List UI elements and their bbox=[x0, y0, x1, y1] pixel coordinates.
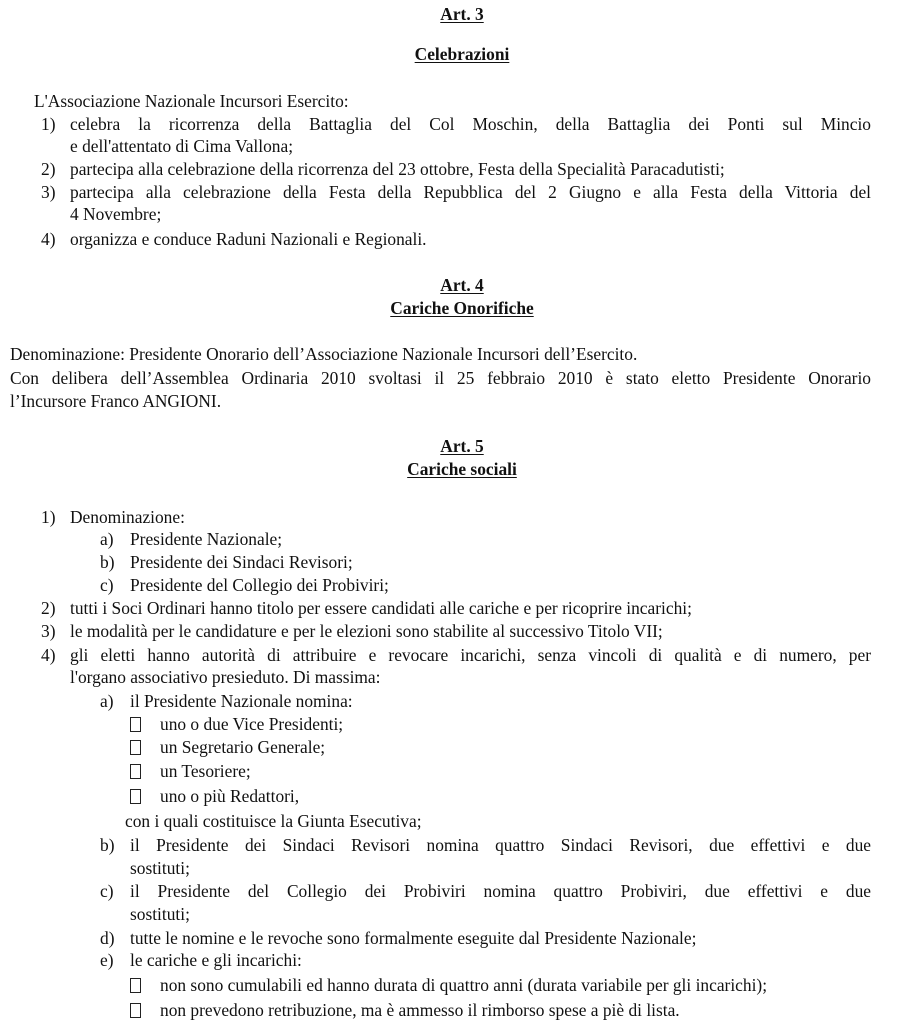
art5-item4b-line2: sostituti; bbox=[130, 858, 190, 878]
checkbox-bullet-icon bbox=[130, 1001, 141, 1024]
art5-item4b-marker: b) bbox=[100, 835, 115, 855]
art4-paragraph1: Denominazione: Presidente Onorario dell’Associazione Nazionale Incursori dell’Esercito. bbox=[10, 344, 638, 364]
art5-item4d-text: tutte le nomine e le revoche sono formalmente eseguite dal Presidente Nazionale; bbox=[130, 928, 697, 948]
art3-item2-marker: 2) bbox=[41, 159, 56, 179]
checkbox-bullet-icon bbox=[130, 762, 141, 785]
art5-item4a-bullet: uno o due Vice Presidenti; bbox=[160, 714, 344, 734]
art5-item4a-bullet: un Segretario Generale; bbox=[160, 737, 326, 757]
art5-heading-title: Cariche sociali bbox=[407, 459, 517, 479]
checkbox-bullet-icon bbox=[130, 715, 141, 738]
art5-item4a-bullet: uno o più Redattori, bbox=[160, 786, 300, 806]
art3-item3-line2: 4 Novembre; bbox=[70, 204, 162, 224]
art5-item4a-text: il Presidente Nazionale nomina: bbox=[130, 691, 353, 711]
art5-item4-line2: l'organo associativo presieduto. Di massima: bbox=[70, 667, 381, 687]
art3-item4-marker: 4) bbox=[41, 229, 56, 249]
art4-heading-title: Cariche Onorifiche bbox=[390, 298, 534, 318]
art3-item3-marker: 3) bbox=[41, 182, 56, 202]
art3-intro: L'Associazione Nazionale Incursori Esercito: bbox=[34, 91, 349, 111]
art3-item4-text: organizza e conduce Raduni Nazionali e Regionali. bbox=[70, 229, 427, 249]
art5-item1-sub-text: Presidente del Collegio dei Probiviri; bbox=[130, 575, 389, 595]
art5-item1-text: Denominazione: bbox=[70, 507, 185, 527]
art5-item3-text: le modalità per le candidature e per le elezioni sono stabilite al successivo Titolo VII; bbox=[70, 621, 663, 641]
art4-heading-number: Art. 4 bbox=[440, 275, 484, 295]
art5-item4e-bullet: non sono cumulabili ed hanno durata di quattro anni (durata variabile per gli incarichi); bbox=[160, 975, 768, 995]
art5-item2-marker: 2) bbox=[41, 598, 56, 618]
art5-item3-marker: 3) bbox=[41, 621, 56, 641]
art3-item3-line1: partecipa alla celebrazione della Festa della Repubblica del 2 Giugno e alla Festa della Vittoria del bbox=[70, 182, 871, 202]
art3-heading-title: Celebrazioni bbox=[414, 44, 510, 64]
art5-item4c-line2: sostituti; bbox=[130, 904, 190, 924]
art5-item4a-bullet: un Tesoriere; bbox=[160, 761, 251, 781]
art3-item1-line2: e dell'attentato di Cima Vallona; bbox=[70, 136, 294, 156]
checkbox-bullet-icon bbox=[130, 787, 141, 810]
art3-item1-line1: celebra la ricorrenza della Battaglia del Col Moschin, della Battaglia dei Ponti sul Mincio bbox=[70, 114, 871, 134]
art3-item1-marker: 1) bbox=[41, 114, 56, 134]
art5-item1-sub-text: Presidente Nazionale; bbox=[130, 529, 283, 549]
art5-item4d-marker: d) bbox=[100, 928, 115, 948]
art3-item2-text: partecipa alla celebrazione della ricorrenza del 23 ottobre, Festa della Specialità Paracadutisti; bbox=[70, 159, 725, 179]
art5-item4-marker: 4) bbox=[41, 645, 56, 665]
art5-item4c-marker: c) bbox=[100, 881, 114, 901]
checkbox-bullet-icon bbox=[130, 976, 141, 999]
art5-item2-text: tutti i Soci Ordinari hanno titolo per essere candidati alle cariche e per ricoprire incarichi; bbox=[70, 598, 692, 618]
art5-item4e-bullet: non prevedono retribuzione, ma è ammesso il rimborso spese a piè di lista. bbox=[160, 1000, 680, 1020]
art5-item4a-marker: a) bbox=[100, 691, 114, 711]
art5-item1-sub-marker: c) bbox=[100, 575, 114, 595]
art3-heading-number: Art. 3 bbox=[440, 4, 484, 24]
art5-item4-line1: gli eletti hanno autorità di attribuire e revocare incarichi, senza vincoli di qualità e di numero, per bbox=[70, 645, 871, 665]
art5-item4a-closing: con i quali costituisce la Giunta Esecutiva; bbox=[125, 811, 422, 831]
art5-item4e-marker: e) bbox=[100, 950, 114, 970]
art5-item1-marker: 1) bbox=[41, 507, 56, 527]
art5-heading-number: Art. 5 bbox=[440, 436, 484, 456]
art5-item4c-line1: il Presidente del Collegio dei Probiviri nomina quattro Probiviri, due effettivi e due bbox=[130, 881, 871, 901]
art5-item4b-line1: il Presidente dei Sindaci Revisori nomina quattro Sindaci Revisori, due effettivi e due bbox=[130, 835, 871, 855]
art4-paragraph2-line2: l’Incursore Franco ANGIONI. bbox=[10, 391, 222, 411]
art4-paragraph2-line1: Con delibera dell’Assemblea Ordinaria 2010 svoltasi il 25 febbraio 2010 è stato eletto Presidente Onorario bbox=[10, 368, 871, 388]
art5-item1-sub-marker: a) bbox=[100, 529, 114, 549]
checkbox-bullet-icon bbox=[130, 738, 141, 761]
art5-item1-sub-marker: b) bbox=[100, 552, 115, 572]
art5-item1-sub-text: Presidente dei Sindaci Revisori; bbox=[130, 552, 353, 572]
art5-item4e-text: le cariche e gli incarichi: bbox=[130, 950, 302, 970]
